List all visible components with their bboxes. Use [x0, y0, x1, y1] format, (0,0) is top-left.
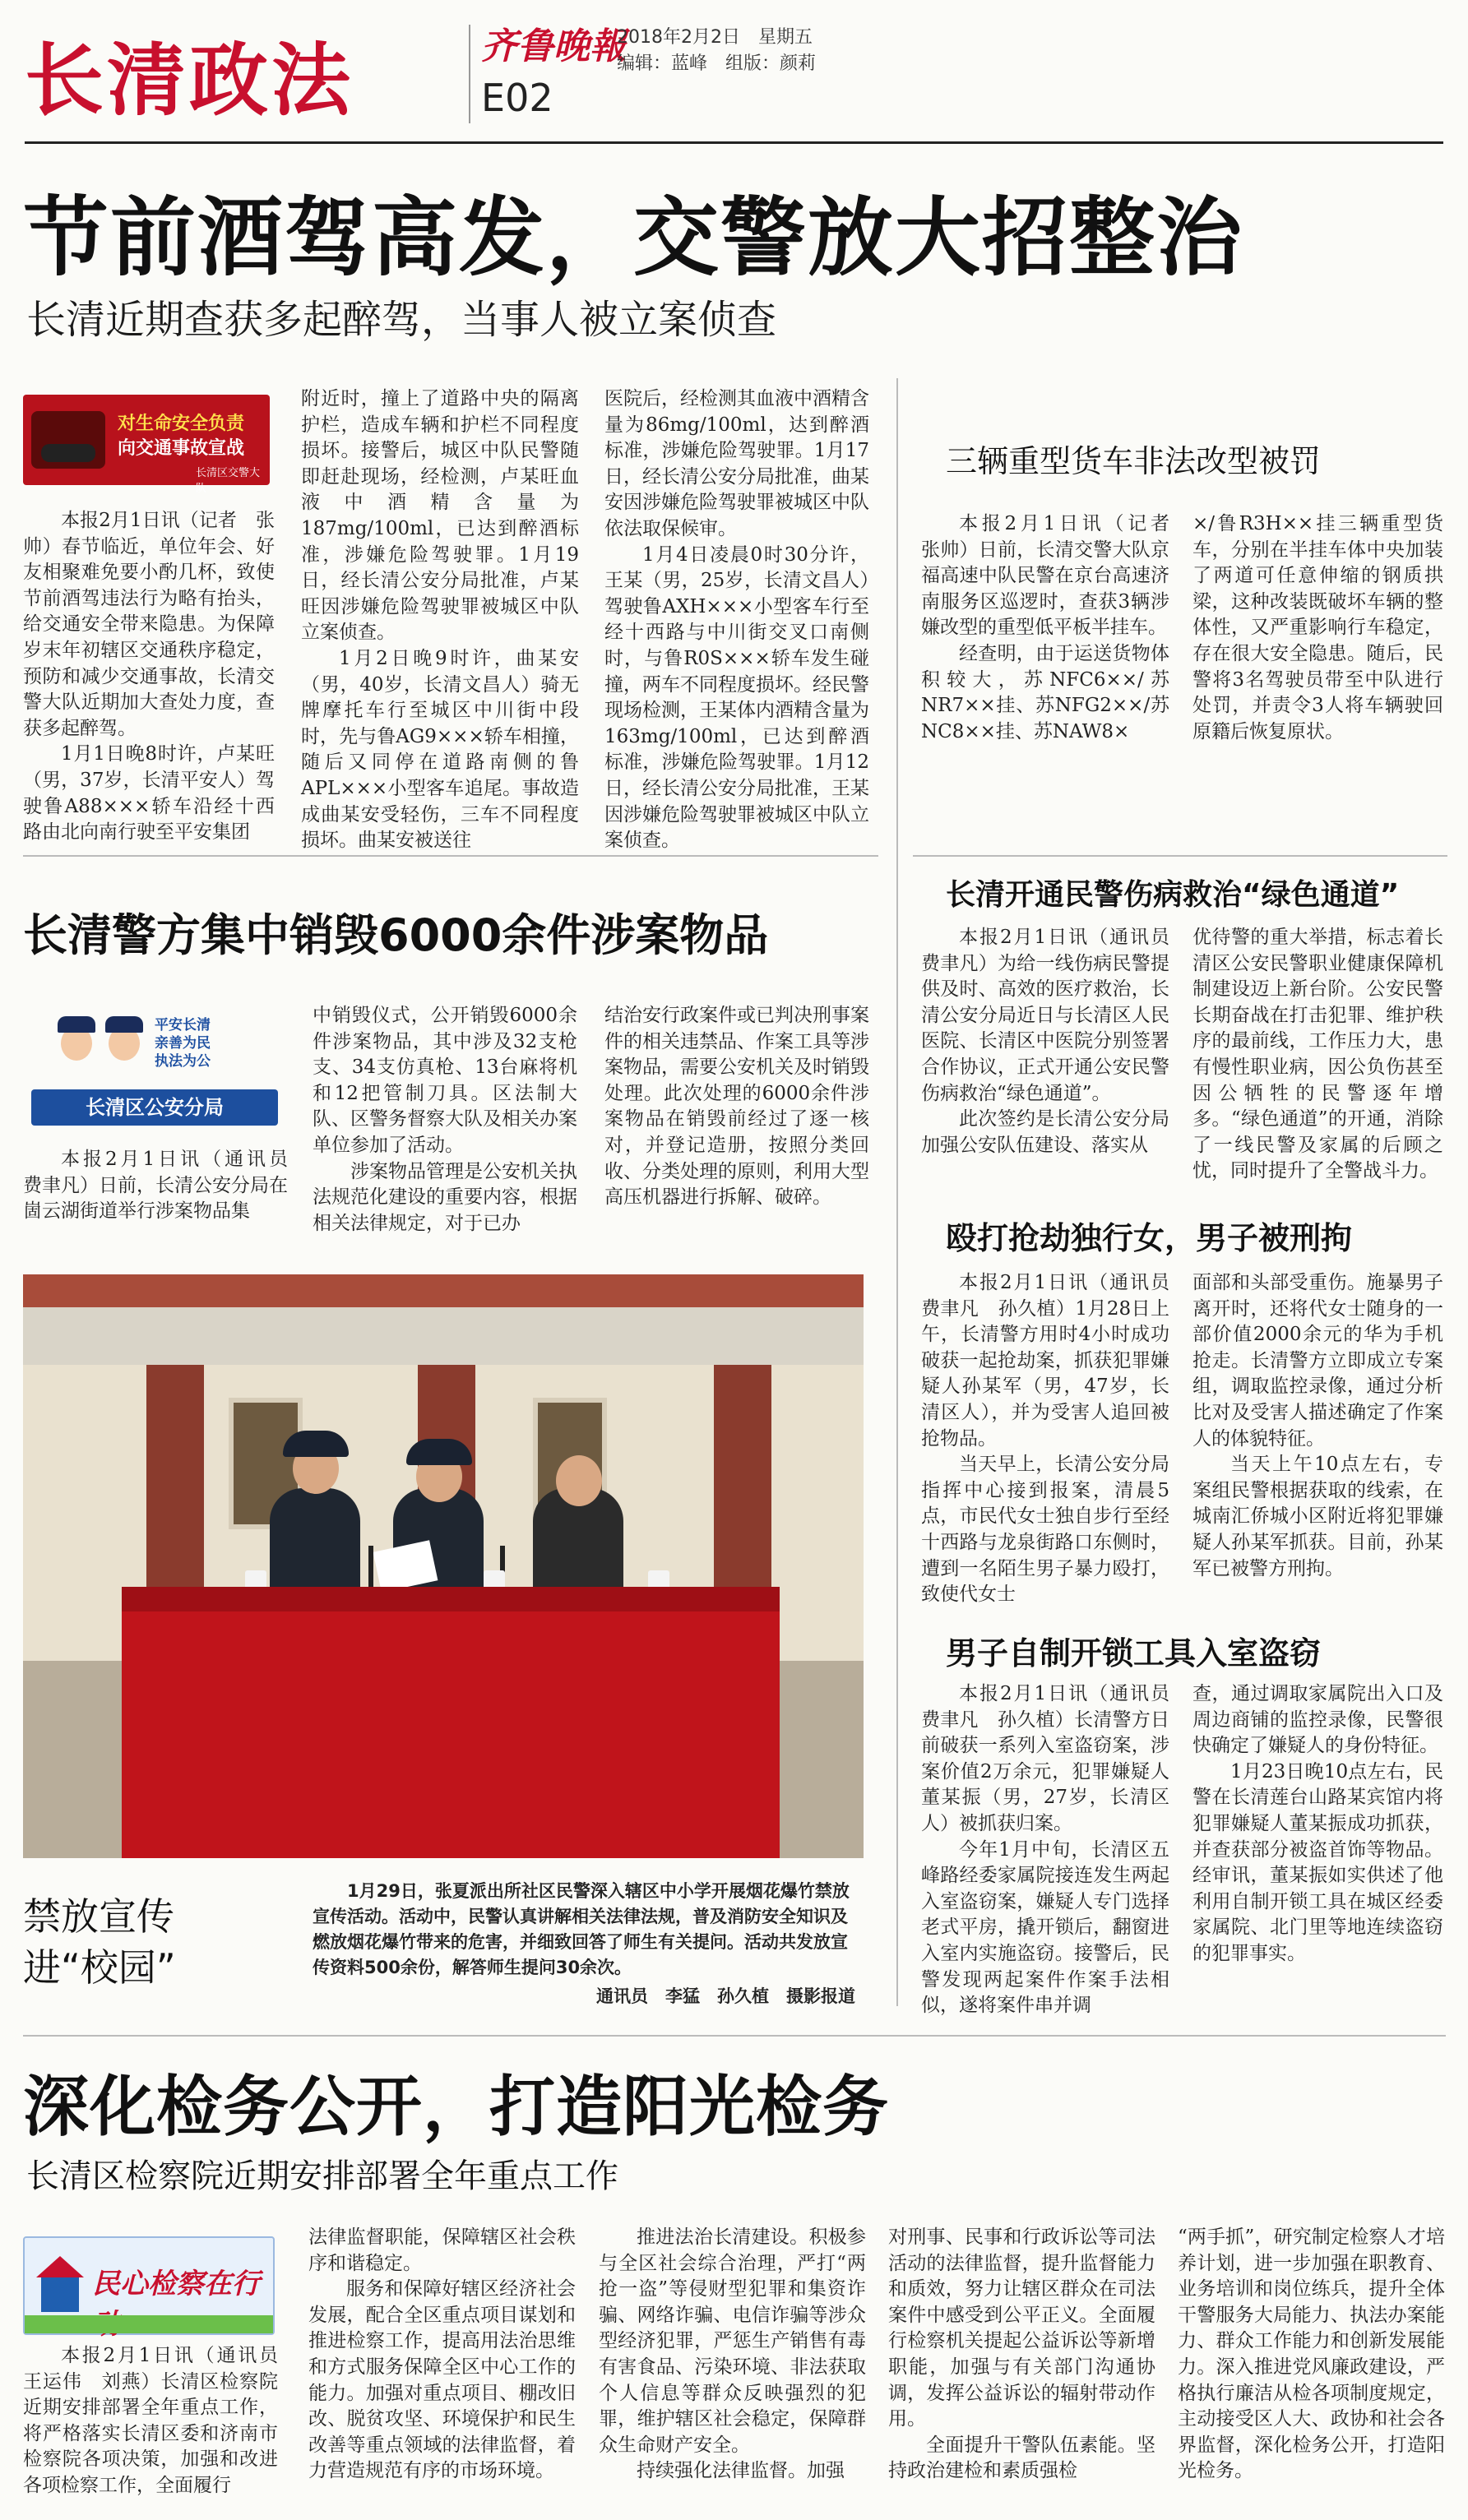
section-rule [23, 855, 878, 857]
masthead-rule [25, 141, 1443, 144]
paragraph: 对刑事、民事和行政诉讼等司法活动的法律监督，提升监督能力和质效，努力让辖区群众在司法案件中感受到公平正义。全面履行检察机关提起公益诉讼等新增职能，加强与有关部门沟通协调，发挥公益诉讼的辐射带动作用。 [888, 2226, 1155, 2430]
building-icon [36, 2256, 84, 2314]
editor-credits: 编辑：蓝峰 组版：颜莉 [617, 53, 817, 74]
destroy-column-2 [313, 1003, 577, 1250]
procuratorate-subhead: 长清区检察院近期安排部署全年重点工作 [26, 2157, 618, 2195]
truck-headline: 三辆重型货车非法改型被罚 [946, 443, 1322, 479]
section-rule [913, 855, 1447, 857]
paragraph: 1月23日晚10点左右，民警在长清莲台山路某宾馆内将犯罪嫌疑人董某振成功抓获，并查获部分被盗首饰等物品。经审讯，董某振如实供述了他利用自制开锁工具在城区经委家属院、北门里等地连续盗窃的犯罪事实。 [1192, 1760, 1443, 1964]
logo-line-3: 长清区交警大队 [196, 467, 261, 495]
paragraph: 中销毁仪式，公开销毁6000余件涉案物品，其中涉及32支枪支、34支仿真枪、13台麻将机和12把管制刀具。区法制大队、区警务督察大队及相关办案单位参加了活动。 [313, 1005, 577, 1156]
paragraph: 当天早上，长清公安分局指挥中心接到报案，清晨5点，市民代女士独自步行至经十西路与龙泉街路口东侧时，遭到一名陌生男子暴力殴打，致使代女士 [921, 1454, 1169, 1606]
traffic-police-logo [23, 395, 270, 495]
procuratorate-column-4 [888, 2225, 1155, 2508]
photo-side-title: 禁放宣传 进“校园” [23, 1894, 176, 1990]
paragraph: 1月4日凌晨0时30分许，王某（男，25岁，长清文昌人）驾驶鲁AXH×××小型客车行至经十西路与中川街交叉口南侧时，与鲁R0S×××轿车发生碰撞，两车不同程度损坏。经民警现场检测，王某体内酒精含量为163mg/100ml，已达到醉酒标准，涉嫌危险驾驶罪。1月12日，经长清公安分局批准，王某因涉嫌危险驾驶罪被城区中队立案侦查。 [604, 543, 869, 852]
paragraph: 经查明，由于运送货物体积较大，苏NFC6××/苏NR7××挂、苏NFG2××/苏NC8××挂、苏NAW8× [921, 642, 1169, 742]
logo-slogan: 平安长清 亲善为民 执法为公 [155, 1017, 211, 1070]
robbery-headline: 殴打抢劫独行女，男子被刑拘 [946, 1220, 1353, 1256]
paragraph: 推进法治长清建设。积极参与全区社会综合治理，严打“两抢一盗”等侵财型犯罪和集资诈骗、网络诈骗、电信诈骗等涉众型经济犯罪，严惩生产销售有毒有害食品、污染环境、非法获取个人信息等群众反映强烈的犯罪，维护辖区社会稳定，保障群众生命财产安全。 [599, 2226, 866, 2456]
paragraph: 面部和头部受重伤。施暴男子离开时，还将代女士随身的一部价值2000余元的华为手机抢走。长清警方立即成立专案组，调取监控录像，通过分析比对及受害人描述确定了作案人的体貌特征。 [1192, 1272, 1443, 1450]
burglary-column-1 [921, 1681, 1188, 2017]
destroy-column-1 [23, 1147, 307, 1246]
procuratorate-column-2 [308, 2225, 576, 2508]
lead-column-2 [301, 386, 579, 852]
photo-credit: 通讯员 李猛 孙久植 摄影报道 [596, 1986, 855, 2006]
logo-label: 民心检察在行 [92, 2268, 260, 2300]
paragraph: 医院后，经检测其血液中酒精含量为86mg/100ml，达到醉酒标准，涉嫌危险驾驶罪。1月17日，经长清公安分局批准，曲某安因涉嫌危险驾驶罪被城区中队依法取保候审。 [604, 388, 869, 539]
page-number: E02 [481, 76, 553, 120]
paragraph: 本报2月1日讯（记者 张帅）春节临近，单位年会、好友相聚难免要小酌几杯，致使节前酒驾违法行为略有抬头，给交通安全带来隐患。为保障岁末年初辖区交通秩序稳定，预防和减少交通事故，长清交警大队近期加大查处力度，查获多起醉驾。 [23, 510, 275, 739]
procuratorate-headline: 深化检务公开，打造阳光检务 [23, 2069, 889, 2145]
paragraph: 本报2月1日讯（通讯员 王运伟 刘燕）长清区检察院近期安排部署全年重点工作，将严格落实长清区委和济南市检察院各项决策，加强和改进各项检察工作，全面履行 [23, 2345, 297, 2496]
paragraph: 1月2日晚9时许，曲某安（男，40岁，长清文昌人）骑无牌摩托车行至城区中川街中段时，先与鲁AG9×××轿车相撞，随后又同停在道路南侧的鲁APL×××小型客车追尾。事故造成曲某安受轻伤，三车不同程度损坏。曲某安被送往 [301, 647, 579, 852]
burglary-headline: 男子自制开锁工具入室盗窃 [946, 1635, 1322, 1672]
destroy-column-3 [604, 1003, 869, 1250]
destroy-headline: 长清警方集中销毁6000余件涉案物品 [23, 909, 769, 961]
green-column-2 [1192, 925, 1443, 1182]
paragraph: 1月1日晚8时许，卢某旺（男，37岁，长清平安人）驾驶鲁A88×××轿车沿经十西路由北向南行驶至平安集团 [23, 743, 275, 844]
paragraph: 本报2月1日讯（通讯员 费聿凡 孙久植）长清警方日前破获一系列入室盗窃案，涉案价值2万余元，犯罪嫌疑人董某振（男，27岁，长清区人）被抓获归案。 [921, 1683, 1188, 1834]
paragraph: 结治安行政案件或已判决刑事案件的相关违禁品、作案工具等涉案物品，需要公安机关及时销毁处理。此次处理的6000余件涉案物品在销毁前经过了逐一核对，并登记造册，按照分类回收、分类处理的原则，利用大型高压机器进行拆解、破碎。 [604, 1005, 869, 1209]
green-column-1 [921, 925, 1188, 1172]
paragraph: 附近时，撞上了道路中央的隔离护栏，造成车辆和护栏不同程度损坏。接警后，城区中队民警随即赶赴现场，经检测，卢某旺血液中酒精含量为187mg/100ml，已达到醉酒标准，涉嫌危险驾驶罪。1月19日，经长清公安分局批准，卢某旺因涉嫌危险驾驶罪被城区中队立案侦查。 [301, 388, 579, 644]
paragraph: 持续强化法律监督。加强 [637, 2460, 845, 2482]
truck-column-2 [1192, 511, 1443, 774]
paragraph: 本报2月1日讯（通讯员 费聿凡）日前，长清公安分局在崮云湖街道举行涉案物品集 [23, 1149, 307, 1223]
green-channel-headline: 长清开通民警伤病救治“绿色通道” [946, 878, 1400, 912]
robbery-column-2 [1192, 1270, 1443, 1599]
procuratorate-column-5 [1178, 2225, 1445, 2508]
photo-caption: 1月29日，张夏派出所社区民警深入辖区中小学开展烟花爆竹禁放宣传活动。活动中，民警认真讲解相关法律法规，普及消防安全知识及燃放烟花爆竹带来的危害，并细致回答了师生有关提问。活动共发放宣传资料500余份，解答师生提问30余次。 通讯员 李猛 孙久植 摄影报道 [313, 1879, 855, 2009]
logo-banner: 长清区公安分局 [31, 1089, 278, 1126]
paragraph: 查，通过调取家属院出入口及周边商铺的监控录像，民警很快确定了嫌疑人的身份特征。 [1192, 1683, 1443, 1757]
car-icon [31, 411, 105, 469]
procuratorate-column-1 [23, 2343, 297, 2508]
issue-date: 2018年2月2日 星期五 [617, 27, 813, 48]
paragraph: 优待警的重大举措，标志着长清区公安民警职业健康保障机制建设迈上新台阶。公安民警长期奋战在打击犯罪、维护秩序的最前线，工作压力大，患有慢性职业病，因公负伤甚至因公牺牲的民警逐年增多。“绿色通道”的开通，消除了一线民警及家属的后顾之忧，同时提升了全警战斗力。 [1192, 927, 1443, 1182]
burglary-column-2 [1192, 1681, 1443, 2010]
paragraph: 今年1月中旬，长清区五峰路经委家属院接连发生两起入室盗窃案，嫌疑人专门选择老式平房，撬开锁后，翻窗进入室内实施盗窃。接警后，民警发现两起案件作案手法相似，遂将案件串并调 [921, 1838, 1169, 2017]
lead-subhead: 长清近期查获多起醉驾，当事人被立案侦查 [26, 297, 777, 343]
logo-line-1: 对生命安全负责 [118, 414, 245, 434]
paragraph: 本报2月1日讯（通讯员 费聿凡）为给一线伤病民警提供及时、高效的医疗救治，长清公安分局近日与长清区人民医院、长清区中医院分别签署合作协议，正式开通公安民警伤病救治“绿色通道”。 [921, 927, 1188, 1104]
paragraph: 全面提升干警队伍素能。坚持政治建检和素质强检 [888, 2434, 1155, 2482]
paragraph: “两手抓”，研究制定检察人才培养计划，进一步加强在职教育、业务培训和岗位练兵，提升全体干警服务大局能力、执法办案能力、群众工作能力和创新发展能力。深入推进党风廉政建设，严格执行廉洁从检各项制度规定，主动接受区人大、政协和社会各界监督，深化检务公开，打造阳光检务。 [1178, 2226, 1445, 2482]
paragraph: ×/鲁R3H××挂三辆重型货车，分别在半挂车体中央加装了两道可任意伸缩的钢质拱梁，这种改装既破坏车辆的整体性，又严重影响行车稳定，存在很大安全隐患。随后，民警将3名驾驶员带至中队进行处罚，并责令3人将车辆驶回原籍后恢复原状。 [1192, 513, 1443, 742]
lead-column-1 [23, 508, 275, 844]
procuratorate-logo [23, 2236, 275, 2335]
masthead-divider [469, 25, 470, 123]
logo-line-2: 向交通事故宣战 [118, 438, 245, 459]
paragraph: 本报2月1日讯（记者 张帅）日前，长清交警大队京福高速中队民警在京台高速济南服务区巡逻时，查获3辆涉嫌改型的重型低平板半挂车。 [921, 513, 1188, 639]
robbery-column-1 [921, 1270, 1188, 1606]
procuratorate-column-3 [599, 2225, 866, 2508]
paragraph: 此次签约是长清公安分局加强公安队伍建设、落实从 [921, 1108, 1169, 1156]
lead-headline: 节前酒驾高发，交警放大招整治 [23, 187, 1244, 288]
newspaper-logo: 齐鲁晚報 [481, 25, 626, 67]
paragraph: 当天上午10点左右，专案组民警根据获取的线索，在城南汇侨城小区附近将犯罪嫌疑人孙某军抓获。目前，孙某军已被警方刑拘。 [1192, 1454, 1443, 1579]
lead-column-3 [604, 386, 869, 852]
section-title: 长清政法 [25, 34, 354, 127]
paragraph: 法律监督职能，保障辖区社会秩序和谐稳定。 [308, 2226, 576, 2274]
section-rule [23, 2035, 1446, 2037]
school-campaign-photo [23, 1274, 864, 1858]
paragraph: 涉案物品管理是公安机关执法规范化建设的重要内容，根据相关法律规定，对于已办 [313, 1160, 577, 1234]
police-officers-icon [56, 1005, 155, 1083]
column-divider [896, 378, 898, 2006]
paragraph: 服务和保障好辖区经济社会发展，配合全区重点项目谋划和推进检察工作，提高用法治思维和方式服务保障全区中心工作的能力。加强对重点项目、棚改旧改、脱贫攻坚、环境保护和民生改善等重点领域的法律监督，着力营造规范有序的市场环境。 [308, 2278, 576, 2482]
public-security-logo [23, 995, 286, 1131]
paragraph: 本报2月1日讯（通讯员 费聿凡 孙久植）1月28日上午，长清警方用时4小时成功破获一起抢劫案，抓获犯罪嫌疑人孙某军（男，47岁，长清区人），并为受害人追回被抢物品。 [921, 1272, 1188, 1450]
truck-column-1 [921, 511, 1188, 774]
